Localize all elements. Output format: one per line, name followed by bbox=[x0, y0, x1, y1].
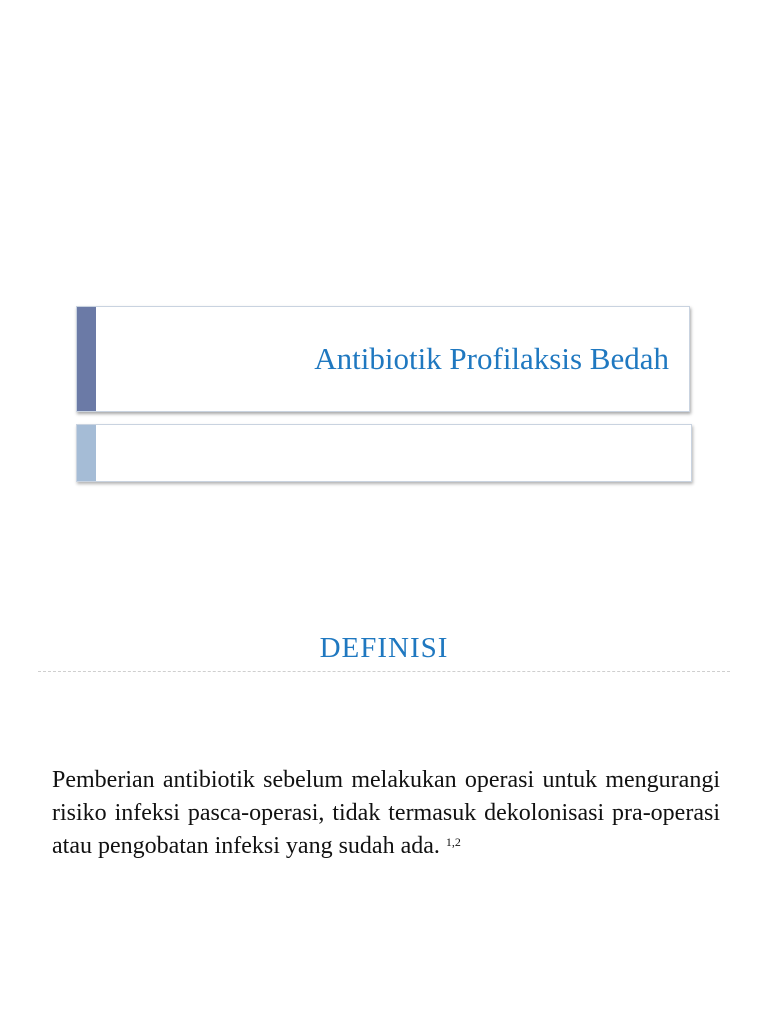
definition-body: Pemberian antibiotik sebelum melakukan operasi untuk mengurangi risiko infeksi pasca-operasi, tidak termasuk dekolonisasi pra-operasi atau pengobatan infeksi yang sudah ada. bbox=[52, 767, 720, 859]
slide-heading: DEFINISI bbox=[319, 632, 449, 664]
subtitle-placeholder[interactable] bbox=[76, 424, 692, 482]
title-placeholder[interactable] bbox=[76, 306, 690, 412]
definition-text bbox=[52, 764, 720, 863]
reference-marker: 1,2 bbox=[445, 835, 461, 849]
subtitle-accent-bar bbox=[77, 425, 96, 481]
title-accent-bar bbox=[77, 307, 96, 411]
heading-divider bbox=[38, 671, 730, 672]
slide-subtitle bbox=[117, 425, 671, 481]
slide-title: Antibiotik Profilaksis Bedah bbox=[314, 341, 669, 376]
definition-slide bbox=[0, 576, 768, 1024]
